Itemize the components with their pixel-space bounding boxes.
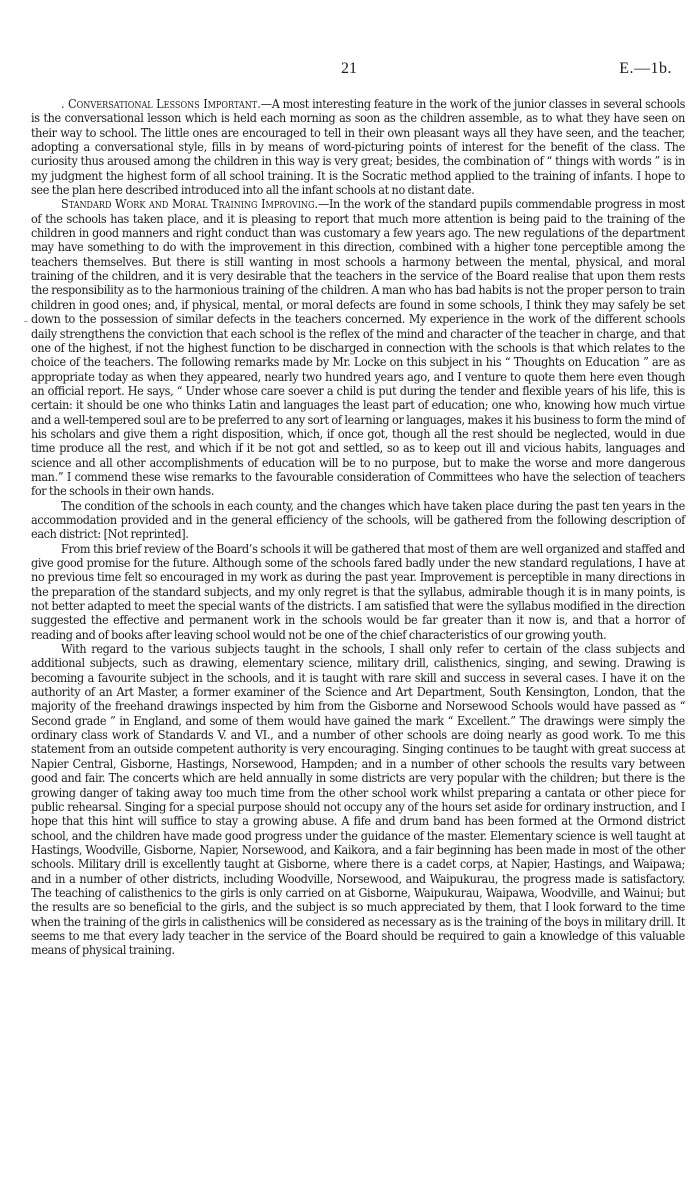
paragraph-text: From this brief review of the Board’s schools it will be gathered that most of them are well organized and staffed and give good promise for the future. Although some of the schools fared badly under the new standard regulations, I have at no previous time felt so encouraged in my work as during the past year. Improvement is perceptible in many directions in the preparation of the standard subjects, and my only regret is that the syllabus, admirable though it is in many points, is not better adapted to meet the special wants of the districts. I am satisfied that were the syllabus modified in the direction suggested the effective and permanent work in the schools would be far greater than it now is, and that a horror of reading and of books after leaving school would not be one of the chief characteristics of our growing youth. — [31, 540, 685, 642]
paragraph-text: With regard to the various subjects taught in the schools, I shall only refer to certain of the class subjects and additional subjects, such as drawing, elementary science, military drill, calisthenics, singing, and sewing. Drawing is becoming a favourite subject in the schools, and it is taught with rare skill and success in several cases. I have it on the authority of an Art Master, a former examiner of the Science and Art Department, South Kensington, London, that the majority of the freehand drawings inspected by him from the Gisborne and Norsewood Schools would have passed as “ Second grade ” in England, and some of them would have gained the mark “ Excellent.” The drawings were simply the ordinary class work of Standards V. and VI., and a number of other schools are doing nearly as good work. To me this statement from an outside competent authority is very encouraging. Singing continues to be taught with great success at Napier Central, Gisborne, Hastings, Norsewood, Hampden; and in a number of other schools the results vary between good and fair. The concerts which are held annually in some districts are very popular with the children; but there is the growing danger of taking away too much time from the other school work whilst preparing a cantata or other piece for public rehearsal. Singing for a special purpose should not occupy any of the hours set aside for ordinary instruction, and I hope that this hint will suffice to stay a growing abuse. A fife and drum band has been formed at the Ormond district school, and the children have made good progress under the guidance of the master. Elementary science is well taught at Hastings, Woodville, Gisborne, Napier, Norsewood, and Kaikora, and a fair beginning has been made in most of the other schools. Military drill is excellently taught at Gisborne, where there is a cadet corps, at Napier, Hastings, and Waipawa; and in a number of other districts, including Woodville, Norsewood, and Waipukurau, the progress made is satisfactory. The teaching of calisthenics to the girls is only carried on at Gisborne, Waipukurau, Waipawa, Woodville, and Wainui; but the results are so beneficial to the girls, and the subject is so much appreciated by them, that I look forward to the time when the training of the girls in calisthenics will be considered as necessary as is the training of the boys in military drill. It seems to me that every lady teacher in the service of the Board should be required to gain a knowledge of this valuable means of physical training. — [31, 641, 685, 958]
paragraph-text: —A most interesting feature in the work of the junior classes in several schools is the conversational lesson which is held each morning as soon as the children assemble, as to what they have seen on their way to school. The little ones are encouraged to tell in their own pleasant ways all they have seen, and the teacher, adopting a conversational style, fills in by means of word-picturing points of interest for the benefit of the class. The curiosity thus aroused among the children in this way is very great; besides, the combination of “ things with words ” is in my judgment the highest form of all school training. It is the Socratic method applied to the training of infants. I hope to see the plan here described introduced into all the infant schools at no distant date. — [31, 96, 686, 198]
page-number: 21 — [341, 60, 357, 77]
paragraph-subjects — [31, 642, 685, 958]
paragraph-standard-work — [31, 197, 685, 498]
document-reference: E.—1b. — [619, 60, 672, 77]
paragraph-text: —In the work of the standard pupils commendable progress in most of the schools has taken place, and it is pleasing to report that much more attention is being paid to the training of the children in good manners and right conduct than was customary a few years ago. The new regulations of the department may have something to do with the improvement in this direction, combined with a higher tone perceptible among the teachers themselves. But there is still wanting in most schools a harmony between the mental, physical, and moral training of the children, and it is very desirable that the teachers in the service of the Board realise that upon them rests the responsibility as to the harmonious training of the children. A man who has bad habits is not the proper person to train children in good ones; and, if physical, mental, or moral defects are found in some schools, I think they may safely be set down to the possession of similar defects in the teachers concerned. My experience in the work of the different schools daily strengthens the conviction that each school is the reflex of the mind and character of the teacher in charge, and that one of the highest, if not the highest function to be discharged in connection with the schools is that which relates to the choice of the teachers. The following remarks made by Mr. Locke on this subject in his “ Thoughts on Education ” are as appropriate today as when they appeared, nearly two hundred years ago, and I venture to quote them here even though an official report. He says, “ Under whose care soever a child is put during the tender and flexible years of his life, this is certain: it should be one who thinks Latin and languages the least part of education; one who, knowing how much virtue and a well-tempered soul are to be preferred to any sort of learning or languages, makes it his business to form the mind of his scholars and give them a right disposition, which, if once got, though all the rest should be neglected, would in due time produce all the rest, and which if it be not got and settled, so as to keep out ill and vicious habits, languages and science and all other accomplishments of education will be to no purpose, but to make the worse and more dangerous man.” I commend these wise remarks to the favourable consideration of Committees who have the selection of teachers for the schools in their own hands. — [31, 196, 685, 499]
page-header — [0, 60, 700, 82]
paragraph-review — [31, 542, 685, 642]
paragraph-heading: Standard Work and Moral Training Improving. — [61, 196, 319, 212]
paragraph-conversational-lessons — [31, 97, 685, 197]
report-body — [31, 97, 685, 958]
margin-mark: - — [24, 315, 28, 327]
paragraph-school-condition — [31, 499, 685, 542]
paragraph-heading: . Conversational Lessons Important. — [61, 96, 261, 111]
paragraph-text: The condition of the schools in each county, and the changes which have taken place during the past ten years in the accommodation provided and in the general efficiency of the schools, will be gathered from the following description of each district: [Not reprinted]. — [31, 497, 685, 542]
